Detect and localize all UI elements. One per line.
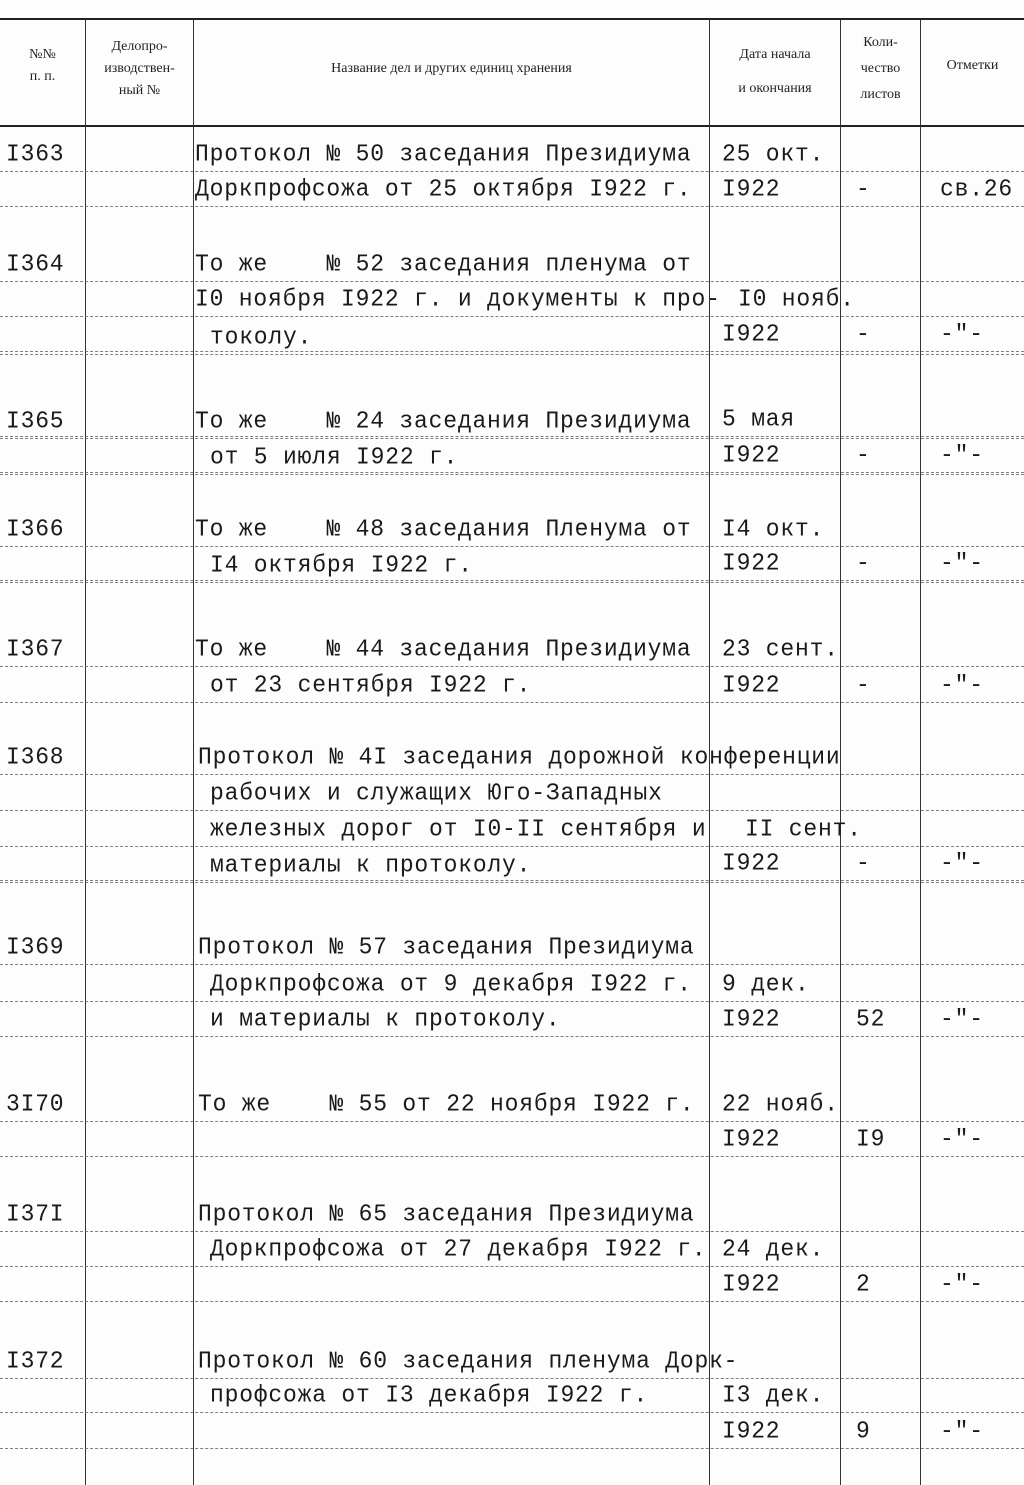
entry-date-line: I922 (722, 1270, 781, 1298)
header-sheets: Коли- чество листов (860, 35, 901, 102)
row-rule (0, 281, 1024, 282)
entry-title-line: Протокол № 57 заседания Президиума (198, 933, 695, 961)
entry-title-line: I4 октября I922 г. (210, 551, 473, 579)
entry-date-line: I922 (722, 175, 781, 203)
row-rule (0, 351, 1024, 352)
entry-sheet-count: I9 (856, 1125, 886, 1153)
entry-date-line: I4 окт. (722, 515, 825, 543)
row-rule (0, 472, 1024, 473)
entry-date-line: 22 нояб. (722, 1090, 839, 1118)
row-rule (0, 702, 1024, 703)
entry-note: -"- (940, 320, 984, 348)
header-title: Название дел и других единиц хранения (331, 61, 572, 76)
entry-number: I366 (6, 515, 65, 543)
entry-number: I364 (6, 250, 65, 278)
entry-number: I37I (6, 1200, 65, 1228)
row-rule (0, 1412, 1024, 1413)
entry-date-line: I3 дек. (722, 1381, 825, 1409)
entry-number: I368 (6, 743, 65, 771)
entry-title-line: Протокол № 4I заседания дорожной конференции (198, 743, 841, 771)
row-rule (0, 1001, 1024, 1002)
row-rule (0, 880, 1024, 881)
header-num: №№ п. п. (29, 47, 56, 84)
entry-note: -"- (940, 1270, 984, 1298)
entry-title-line: То же № 52 заседания пленума от (195, 250, 692, 278)
entry-title-line: железных дорог от I0-II сентября и (210, 815, 707, 843)
entry-note: св.26 (940, 175, 1014, 203)
entry-title-line: Протокол № 60 заседания пленума Дорк- (198, 1347, 739, 1375)
entry-date-line: I0 нояб. (738, 285, 855, 313)
entry-note: -"- (940, 1125, 984, 1153)
entry-note: -"- (940, 441, 984, 469)
entry-sheet-count: 9 (856, 1417, 871, 1445)
entry-note: -"- (940, 671, 984, 699)
row-rule (0, 438, 1024, 439)
row-rule (0, 354, 1024, 355)
row-rule (0, 882, 1024, 883)
entry-sheet-count: - (856, 549, 871, 577)
row-rule (0, 582, 1024, 583)
entry-title-line: То же № 55 от 22 ноября I922 г. (198, 1090, 695, 1118)
entry-title-line: Доркпрофсожа от 25 октября I922 г. (195, 175, 692, 203)
row-rule (0, 436, 1024, 437)
entry-title-line: рабочих и служащих Юго-Западных (210, 779, 663, 807)
entry-title-line: Протокол № 50 заседания Президиума (195, 140, 692, 168)
entry-date-line: 25 окт. (722, 140, 825, 168)
entry-date-line: I922 (722, 441, 781, 469)
row-rule (0, 171, 1024, 172)
entry-date-line: 24 дек. (722, 1235, 825, 1263)
entry-title-line: То же № 44 заседания Президиума (195, 635, 692, 663)
row-rule (0, 774, 1024, 775)
row-rule (0, 1156, 1024, 1157)
entry-number: I367 (6, 635, 65, 663)
entry-date-line: I922 (722, 671, 781, 699)
entry-sheet-count: - (856, 441, 871, 469)
entry-title-line: Доркпрофсожа от 27 декабря I922 г. (210, 1235, 707, 1263)
entry-title-line: I0 ноября I922 г. и документы к про- (195, 285, 721, 313)
entry-date-line: 23 сент. (722, 635, 839, 663)
entry-number: I363 (6, 140, 65, 168)
entry-sheet-count: - (856, 671, 871, 699)
entry-date-line: I922 (722, 1125, 781, 1153)
row-rule (0, 316, 1024, 317)
entry-title-line: от 23 сентября I922 г. (210, 671, 532, 699)
row-rule (0, 546, 1024, 547)
entry-date-line: I922 (722, 549, 781, 577)
entry-date-line: I922 (722, 320, 781, 348)
entry-number: I369 (6, 933, 65, 961)
entry-date-line: 9 дек. (722, 970, 810, 998)
row-rule (0, 206, 1024, 207)
row-rule (0, 964, 1024, 965)
entry-title-line: материалы к протоколу. (210, 851, 532, 879)
row-rule (0, 1378, 1024, 1379)
entry-note: -"- (940, 1417, 984, 1445)
entry-title-line: Доркпрофсожа от 9 декабря I922 г. (210, 970, 692, 998)
entry-date-line: 5 мая (722, 405, 796, 433)
entry-date-line: I922 (722, 1417, 781, 1445)
entry-title-line: То же № 48 заседания Пленума от (195, 515, 692, 543)
header-bottom-rule (0, 125, 1024, 127)
row-rule (0, 666, 1024, 667)
row-rule (0, 580, 1024, 581)
row-rule (0, 1231, 1024, 1232)
entry-number: I372 (6, 1347, 65, 1375)
entry-number: 3I70 (6, 1090, 65, 1118)
row-rule (0, 1448, 1024, 1449)
entry-sheet-count: - (856, 175, 871, 203)
entry-title-line: токолу. (210, 323, 313, 351)
entry-sheet-count: 2 (856, 1270, 871, 1298)
entry-note: -"- (940, 1005, 984, 1033)
entry-title-line: То же № 24 заседания Президиума (195, 407, 692, 435)
entry-date-line: I922 (722, 1005, 781, 1033)
entry-sheet-count: - (856, 320, 871, 348)
entry-number: I365 (6, 407, 65, 435)
row-rule (0, 474, 1024, 475)
header-dates: Дата начала и окончания (738, 47, 812, 96)
entry-sheet-count: - (856, 849, 871, 877)
entry-note: -"- (940, 849, 984, 877)
entry-title-line: Протокол № 65 заседания Президиума (198, 1200, 695, 1228)
row-rule (0, 1266, 1024, 1267)
entry-title-line: и материалы к протоколу. (210, 1005, 561, 1033)
entry-title-line: от 5 июля I922 г. (210, 443, 459, 471)
entry-date-line: I922 (722, 849, 781, 877)
entry-title-line: профсожа от I3 декабря I922 г. (210, 1381, 649, 1409)
row-rule (0, 1121, 1024, 1122)
row-rule (0, 846, 1024, 847)
entry-note: -"- (940, 549, 984, 577)
row-rule (0, 810, 1024, 811)
entry-sheet-count: 52 (856, 1005, 886, 1033)
row-rule (0, 1036, 1024, 1037)
header-office-num: Делопро- изводствен- ный № (104, 39, 175, 98)
table-top-rule (0, 18, 1024, 20)
row-rule (0, 1301, 1024, 1302)
entry-date-line: II сент. (745, 815, 862, 843)
header-notes: Отметки (946, 58, 999, 73)
